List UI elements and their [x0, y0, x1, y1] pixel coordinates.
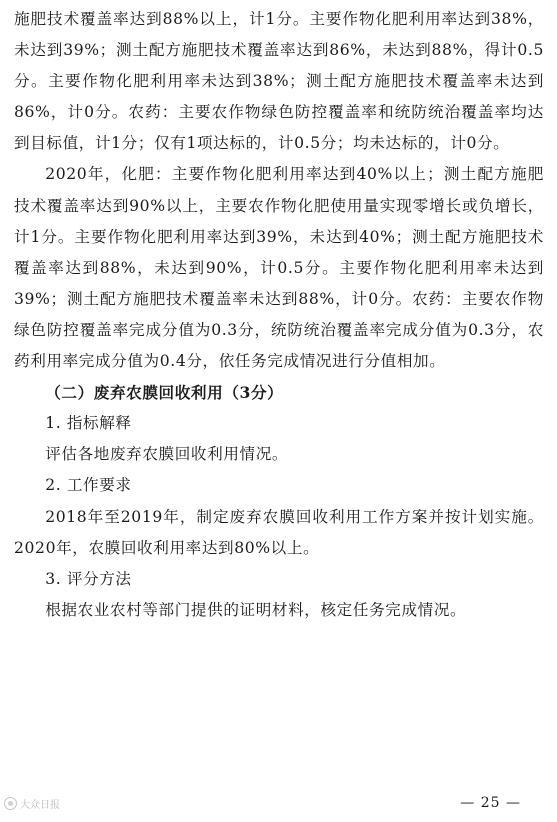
subheading-indicator-explanation: 1. 指标解释 [45, 414, 132, 433]
document-body [14, 4, 544, 626]
section-heading-plastic-film: （二）废弃农膜回收利用（3分） [45, 383, 284, 403]
paragraph-work-requirements: 2018年至2019年，制定废弃农膜回收利用工作方案并按计划实施。2020年，农膜回收利用率达到80%以上。 [14, 507, 544, 557]
paragraph-indicator-explanation: 评估各地废弃农膜回收利用情况。 [45, 445, 289, 464]
watermark-logo-icon [4, 797, 17, 810]
paragraph-fertilizer-scoring-continued: 施肥技术覆盖率达到88%以上，计1分。主要作物化肥利用率达到38%，未达到39%；测土配方施肥技术覆盖率达到86%，未达到88%，得计0.5分。主要作物化肥利用率未达到38%；测土配方施肥技术覆盖率未达到86%，计0分。农药：主要农作物绿色防控覆盖率和统防统治覆盖率均达到目标值，计1分；仅有1项达标的，计0.5分；均未达标的，计0分。 [14, 10, 544, 153]
paragraph-scoring-method: 根据农业农村等部门提供的证明材料，核定任务完成情况。 [45, 600, 467, 619]
subheading-work-requirements: 2. 工作要求 [45, 476, 132, 495]
watermark-text: 大众日报 [20, 800, 60, 811]
subheading-scoring-method: 3. 评分方法 [45, 569, 132, 588]
watermark [4, 796, 60, 811]
page-number: — 25 — [460, 795, 521, 811]
paragraph-2020-fertilizer-scoring: 2020年，化肥：主要作物化肥利用率达到40%以上；测土配方施肥技术覆盖率达到90%以上，主要农作物化肥使用量实现零增长或负增长，计1分。主要作物化肥利用率达到39%，未达到40%；测土配方施肥技术覆盖率达到88%，未达到90%，计0.5分。主要作物化肥利用率未达到39%；测土配方施肥技术覆盖率未达到88%，计0分。农药：主要农作物绿色防控覆盖率完成分值为0.3分，统防统治覆盖率完成分值为0.3分，农药利用率完成分值为0.4分，依任务完成情况进行分值相加。 [14, 165, 544, 371]
